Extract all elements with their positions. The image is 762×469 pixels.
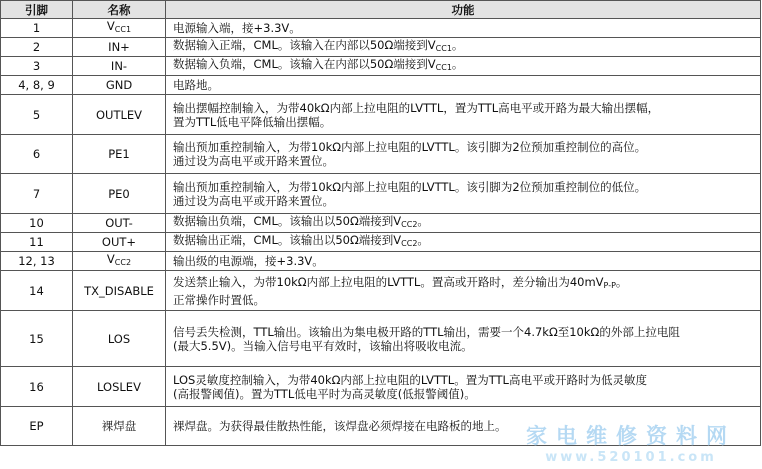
pin-name: OUTLEV (73, 95, 166, 135)
pin-name: GND (73, 76, 166, 95)
pin-function: 数据输出负端，CML。该输出以50Ω端接到$V_{CC2}$。 (166, 214, 761, 233)
table-row (1, 135, 761, 174)
pin-number: 11 (1, 233, 73, 252)
pin-function: 信号丢失检测，TTL输出。该输出为集电极开路的TTL输出，需要一个4.7kΩ至10kΩ的外部上拉电阻 (最大5.5V)。当输入信号电平有效时，该输出将吸收电流。 (166, 311, 761, 367)
pin-name: OUT+ (73, 233, 166, 252)
pin-number: 5 (1, 95, 73, 135)
pin-function: 电源输入端，接+3.3V。 (166, 19, 761, 38)
watermark-title: 家电维修资料网 (526, 423, 736, 448)
table-row (1, 214, 761, 233)
pin-function: 发送禁止输入，为带10kΩ内部上拉电阻的LVTTL。置高或开路时，差分输出为$40mV_{P-P}$。 正常操作时置低。 (166, 271, 761, 311)
table-row (1, 57, 761, 76)
pin-function: 输出摆幅控制输入，为带40kΩ内部上拉电阻的LVTTL，置为TTL高电平或开路为最大输出摆幅， 置为TTL低电平降低输出摆幅。 (166, 95, 761, 135)
pin-number: 4, 8, 9 (1, 76, 73, 95)
pin-function: 数据输入负端，CML。该输入在内部以50Ω端接到$V_{CC1}$。 (166, 57, 761, 76)
pin-number: 14 (1, 271, 73, 311)
pin-function: 数据输出正端，CML。该输出以50Ω端接到$V_{CC2}$。 (166, 233, 761, 252)
pin-number: 12, 13 (1, 252, 73, 271)
pin-name: TX_DISABLE (73, 271, 166, 311)
pin-function: 裸焊盘。为获得最佳散热性能，该焊盘必须焊接在电路板的地上。 (166, 407, 761, 446)
header-function: 功能 (166, 1, 761, 19)
pin-name: LOSLEV (73, 367, 166, 407)
table-row (1, 95, 761, 135)
table-row (1, 19, 761, 38)
pin-number: 15 (1, 311, 73, 367)
table-row (1, 233, 761, 252)
table-row (1, 76, 761, 95)
table-row (1, 38, 761, 57)
table-row (1, 271, 761, 311)
pin-number: 3 (1, 57, 73, 76)
pin-name: LOS (73, 311, 166, 367)
watermark-url: www.520101.com (545, 450, 717, 465)
pin-number: 1 (1, 19, 73, 38)
pin-function: 输出级的电源端，接+3.3V。 (166, 252, 761, 271)
pin-name: IN- (73, 57, 166, 76)
table-row (1, 311, 761, 367)
pin-function: 输出预加重控制输入，为带10kΩ内部上拉电阻的LVTTL。该引脚为2位预加重控制位的低位。 通过设为高电平或开路来置位。 (166, 174, 761, 214)
pin-function: LOS灵敏度控制输入，为带40kΩ内部上拉电阻的LVTTL。置为TTL高电平或开路时为低灵敏度 (高报警阈值)。置为TTL低电平时为高灵敏度(低报警阈值)。 (166, 367, 761, 407)
table-row (1, 252, 761, 271)
pin-number: 6 (1, 135, 73, 174)
pin-name: $V_{CC1}$ (73, 19, 166, 38)
pin-name: OUT- (73, 214, 166, 233)
pin-function: 电路地。 (166, 76, 761, 95)
pin-function: 数据输入正端，CML。该输入在内部以50Ω端接到$V_{CC1}$。 (166, 38, 761, 57)
pin-number: 2 (1, 38, 73, 57)
pin-function: 输出预加重控制输入，为带10kΩ内部上拉电阻的LVTTL。该引脚为2位预加重控制位的高位。 通过设为高电平或开路来置位。 (166, 135, 761, 174)
header-row (1, 1, 761, 19)
header-pin: 引脚 (1, 1, 73, 19)
header-name: 名称 (73, 1, 166, 19)
table-row (1, 367, 761, 407)
pin-number: 10 (1, 214, 73, 233)
pin-name: 裸焊盘 (73, 407, 166, 446)
pin-number: EP (1, 407, 73, 446)
table-row (1, 174, 761, 214)
pin-name: IN+ (73, 38, 166, 57)
pin-name: PE0 (73, 174, 166, 214)
pin-number: 7 (1, 174, 73, 214)
table-row (1, 407, 761, 446)
pin-number: 16 (1, 367, 73, 407)
pin-name: PE1 (73, 135, 166, 174)
pin-name: $V_{CC2}$ (73, 252, 166, 271)
